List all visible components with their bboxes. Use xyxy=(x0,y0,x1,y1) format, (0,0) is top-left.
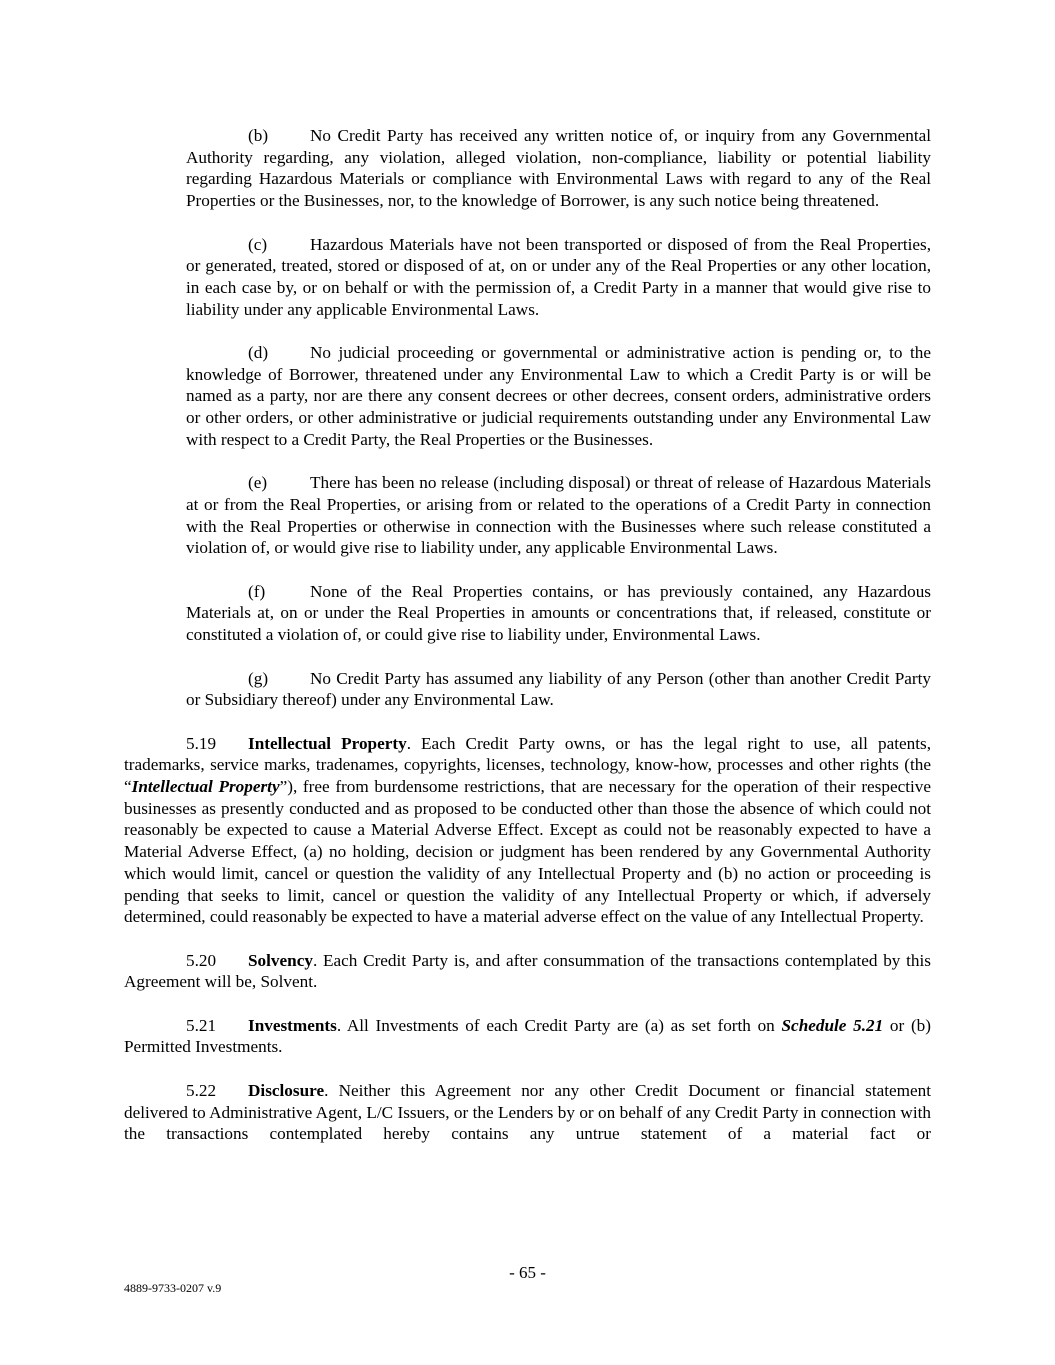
section-title: Investments xyxy=(248,1015,337,1035)
section-number: 5.22 xyxy=(186,1080,217,1100)
paragraph-label: (f) xyxy=(248,581,266,601)
paragraph-text: None of the Real Properties contains, or has previously contained, any Hazardous Materials at, on or under the Real Properties in amounts or concentrations that, if released, constitute or constituted a violation of, or could give rise to liability under, Environmental Laws. xyxy=(186,581,931,645)
section-5-19 xyxy=(124,733,931,928)
section-text: . All Investments of each Credit Party are (a) as set forth on xyxy=(336,1015,782,1035)
document-id: 4889-9733-0207 v.9 xyxy=(124,1281,222,1295)
paragraph-f xyxy=(186,581,931,646)
paragraph-text: Hazardous Materials have not been transported or disposed of from the Real Properties, or generated, treated, stored or disposed of at, on or under any of the Real Properties or any other location, in each case by, or on behalf or with the permission of, a Credit Party in a manner that would give rise to liability under any applicable Environmental Laws. xyxy=(186,234,931,319)
schedule-reference: Schedule 5.21 xyxy=(781,1015,884,1035)
section-5-21 xyxy=(124,1015,931,1058)
section-title: Intellectual Property xyxy=(248,733,407,753)
paragraph-label: (g) xyxy=(248,668,269,688)
section-text: or (b) Permitted Investments. xyxy=(124,1015,931,1057)
section-title: Disclosure xyxy=(248,1080,325,1100)
paragraph-b xyxy=(186,125,931,212)
paragraph-e xyxy=(186,472,931,559)
paragraph-d xyxy=(186,342,931,451)
defined-term: Intellectual Property xyxy=(131,777,280,796)
section-number: 5.20 xyxy=(186,950,217,970)
paragraph-label: (d) xyxy=(248,343,269,362)
page-number: - 65 - xyxy=(509,1263,546,1282)
paragraph-c xyxy=(186,234,931,321)
section-text: . Neither this Agreement nor any other Credit Document or financial statement delivered to Administrative Agent, L/C Issuers, or the Lenders by or on behalf of any Credit Party in connection with the transactions contemplated hereby contains any untrue statement of a material fact or xyxy=(124,1080,931,1144)
paragraph-label: (b) xyxy=(248,126,269,145)
section-number: 5.19 xyxy=(186,733,217,753)
section-5-22 xyxy=(124,1080,931,1145)
document-body xyxy=(124,125,931,1167)
section-title: Solvency xyxy=(248,950,313,970)
section-text: . Each Credit Party is, and after consummation of the transactions contemplated by this Agreement will be, Solvent. xyxy=(124,950,931,992)
section-number: 5.21 xyxy=(186,1015,217,1035)
paragraph-label: (c) xyxy=(248,234,268,254)
paragraph-text: No Credit Party has assumed any liability of any Person (other than another Credit Party or Subsidiary thereof) under any Environmental Law. xyxy=(186,668,931,710)
paragraph-label: (e) xyxy=(248,473,268,493)
paragraph-text: No judicial proceeding or governmental or administrative action is pending or, to the knowledge of Borrower, threatened under any Environmental Law to which a Credit Party is or will be named as a party, nor are there any consent decrees or other decrees, consent orders, administrative orders or other orders, or other administrative or judicial requirements outstanding under any Environmental Law with respect to a Credit Party, the Real Properties or the Businesses. xyxy=(186,343,931,449)
paragraph-text: There has been no release (including disposal) or threat of release of Hazardous Materials at or from the Real Properties, or arising from or related to the operations of a Credit Party in connection with the Real Properties or otherwise in connection with the Businesses where such release constituted a violation of, or would give rise to liability under, any applicable Environmental Laws. xyxy=(186,473,931,558)
section-text: . Each Credit Party owns, or has the legal right to use, all patents, trademarks, service marks, tradenames, copyrights, licenses, technology, know-how, processes and other rights (the “ xyxy=(124,733,931,796)
section-5-20 xyxy=(124,950,931,993)
paragraph-g xyxy=(186,668,931,711)
section-text: ”), free from burdensome restrictions, that are necessary for the operation of their respective businesses as presently conducted and as proposed to be conducted other than those the absence of which could not reasonably be expected to cause a Material Adverse Effect. Except as could not be reasonably expected to have a Material Adverse Effect, (a) no holding, decision or judgment has been rendered by any Governmental Authority which would limit, cancel or question the validity of any Intellectual Property and (b) no action or proceeding is pending that seeks to limit, cancel or question the validity of any Intellectual Property or which, if adversely determined, could reasonably be expected to have a material adverse effect on the value of any Intellectual Property. xyxy=(124,777,931,927)
paragraph-text: No Credit Party has received any written notice of, or inquiry from any Governmental Authority regarding, any violation, alleged violation, non-compliance, liability or potential liability regarding Hazardous Materials or compliance with Environmental Laws with regard to any of the Real Properties or the Businesses, nor, to the knowledge of Borrower, is any such notice being threatened. xyxy=(186,126,931,211)
